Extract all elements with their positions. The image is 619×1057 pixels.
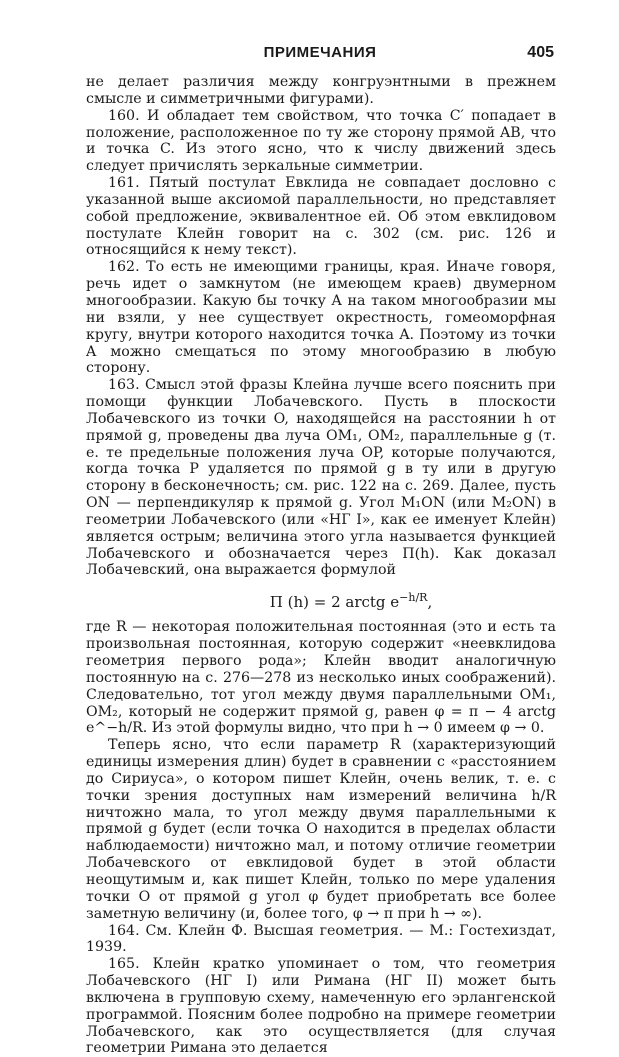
page-number: 405: [527, 44, 554, 61]
running-title: ПРИМЕЧАНИЯ: [263, 44, 377, 61]
formula-main: Π (h) = 2 arctg e: [269, 593, 400, 612]
note-165: 165. Клейн кратко упоминает о том, что геометрия Лобачевского (НГ I) или Римана (НГ II) может быть включена в групповую схему, намеченную его эрлангенской программой. Поясним более подробно на примере геометрии Лобачевского, как это осуществляется (для случая геометрии Римана это делается: [86, 956, 556, 1057]
formula-exponent: −h/R: [399, 591, 428, 605]
note-161: 161. Пятый постулат Евклида не совпадает дословно с указанной выше аксиомой параллельности, но представляет собой предложение, эквивалентное ей. Об этом евклидовом постулате Клейн говорит на с. 302 (см. рис. 126 и относящийся к нему текст).: [86, 175, 556, 259]
notes-text: [86, 74, 556, 1057]
paragraph-continuation: не делает различия между конгруэнтными в прежнем смысле и симметричными фигурами).: [86, 74, 556, 107]
page-header: [86, 44, 554, 68]
lobachevsky-formula: [146, 587, 556, 613]
note-164: 164. См. Клейн Ф. Высшая геометрия. — М.: Гостехиздат, 1939.: [86, 922, 556, 956]
note-162: 162. То есть не имеющими границы, края. Иначе говоря, речь идет о замкнутом (не имеющем краев) двумерном многообразии. Какую бы точку A на таком многообразии мы ни взяли, у нее существует окрестность, гомеоморфная кругу, внутри которого находится точка A. Поэтому из точки A можно смещаться по этому многообразию в любую сторону.: [86, 259, 556, 377]
note-163-continued: где R — некоторая положительная постоянная (это и есть та произвольная постоянная, которую содержит «неевклидова геометрия первого рода»; Клейн вводит аналогичную постоянную на с. 276—278 из несколько иных соображений). Следовательно, тот угол между двумя параллельными OM₁, OM₂, который не содержит прямой g, равен φ = π − 4 arctg e^−h/R. Из этой формулы видно, что при h → 0 имеем φ → 0.: [86, 619, 556, 737]
note-163: 163. Смысл этой фразы Клейна лучше всего пояснить при помощи функции Лобачевского. Пусть в плоскости Лобачевского из точки O, находящейся на расстоянии h от прямой g, проведены два луча OM₁, OM₂, параллельные g (т. е. те предельные положения луча OP, которые получаются, когда точка P удаляется по прямой g в ту или в другую сторону в бесконечность; см. рис. 122 на с. 269. Далее, пусть ON — перпендикуляр к прямой g. Угол M₁ON (или M₂ON) в геометрии Лобачевского (или «НГ I», как ее именует Клейн) является острым; величина этого угла называется функцией Лобачевского и обозначается через Π(h). Как доказал Лобачевский, она выражается формулой: [86, 377, 556, 579]
note-163-explanation: Теперь ясно, что если параметр R (характеризующий единицы измерения длин) будет в сравнении с «расстоянием до Сириуса», о котором пишет Клейн, очень велик, т. е. с точки зрения доступных нам измерений величина h/R ничтожно мала, то угол между двумя параллельными к прямой g будет (если точка O находится в пределах области наблюдаемости) ничтожно мал, и потому отличие геометрии Лобачевского от евклидовой будет в этой области неощутимым и, как пишет Клейн, только по мере удаления точки O от прямой g угол φ будет приобретать все более заметную величину (и, более того, φ → π при h → ∞).: [86, 737, 556, 922]
note-160: 160. И обладает тем свойством, что точка C′ попадает в положение, расположенное по ту же сторону прямой AB, что и точка C. Из этого ясно, что к числу движений здесь следует причислять зеркальные симметрии.: [86, 107, 556, 175]
formula-trail: ,: [427, 593, 433, 612]
